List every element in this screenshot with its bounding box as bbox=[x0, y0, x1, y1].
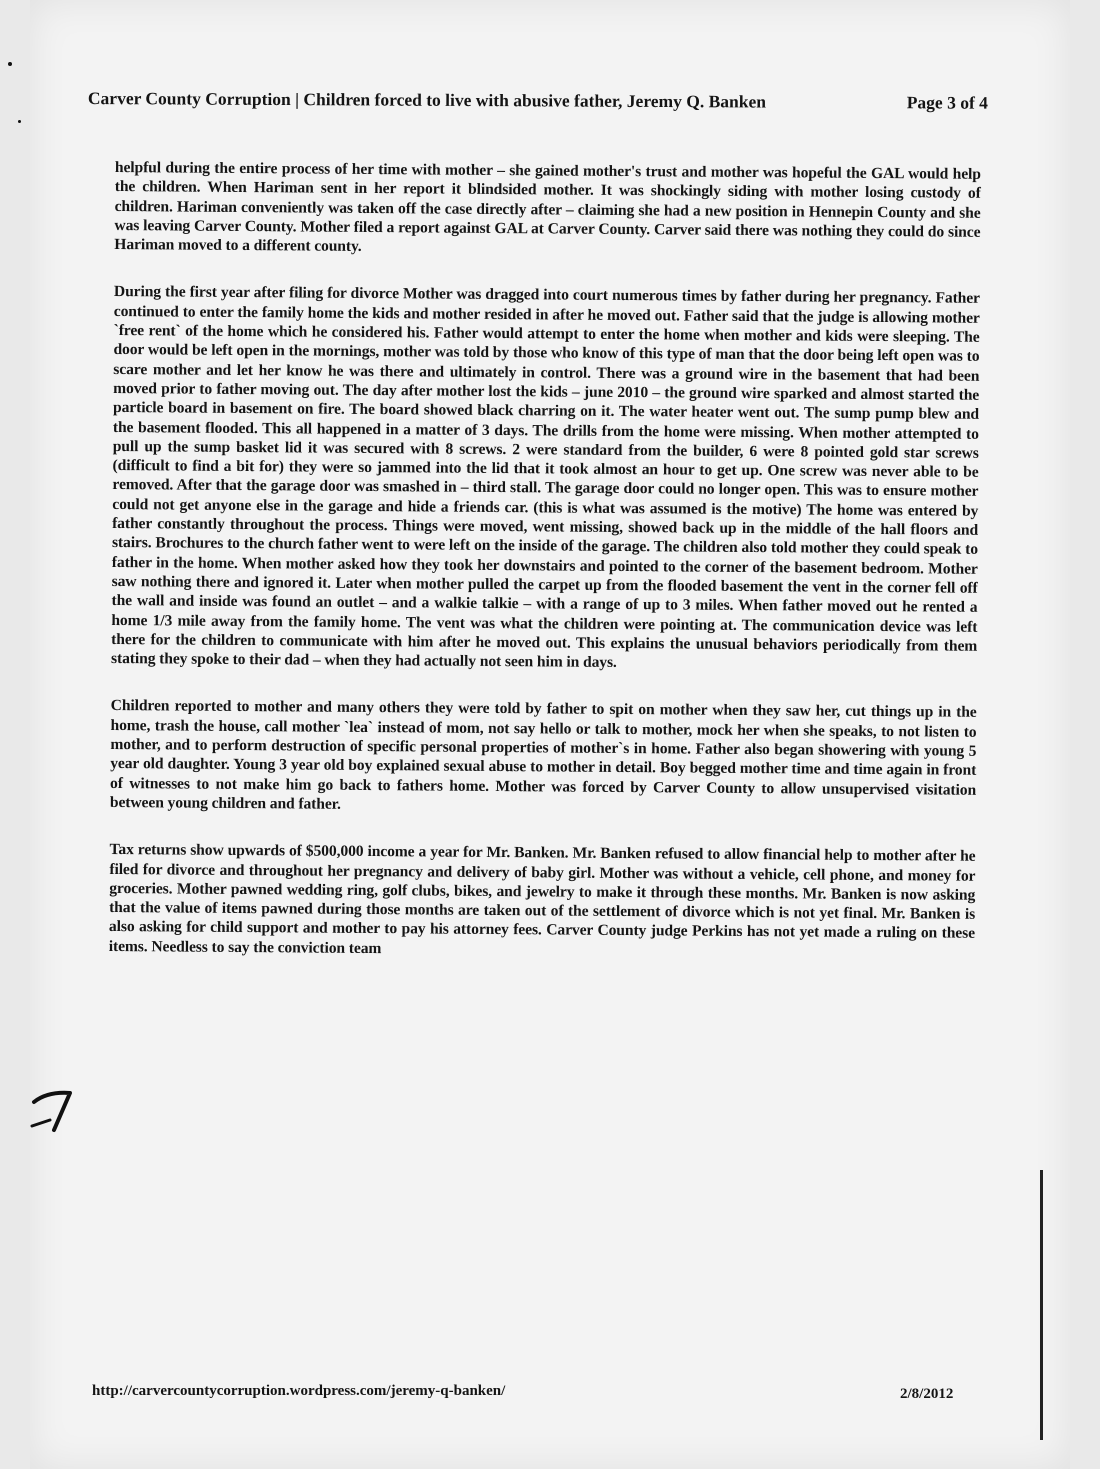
page-number: Page 3 of 4 bbox=[906, 92, 988, 113]
scan-speck bbox=[18, 120, 21, 123]
paragraph-3: Children reported to mother and many others they were told by father to spit on mother when they saw her, cut things up in the home, trash the house, call mother `lea` instead of mom, not say hello or talk to mother, mock her when she speaks, to not listen to mother, and to perform destruction of specific personal properties of mother`s in home. Father also began showering with young 5 year old daughter. Young 3 year old boy explained sexual abuse to mother in detail. Boy begged mother time and time again in front of witnesses to not make him go back to fathers home. Mother was forced by Carver County to allow unsupervised visitation between young children and father. bbox=[109, 697, 977, 813]
paragraph-4: Tax returns show upwards of $500,000 income a year for Mr. Banken. Mr. Banken refused to allow financial help to mother after he filed for divorce and throughout her pregnancy and delivery of baby girl. Mother was without a vehicle, cell phone, and money for groceries. Mother pawned wedding ring, golf clubs, bikes, and jewelry to make it through these months. Mr. Banken is now asking that the value of items pawned during those months are taken out of the settlement of divorce which is not yet final. Mr. Banken is also asking for child support and mother to pay his attorney fees. Carver County judge Perkins has not yet made a ruling on these items. Needless to say the conviction team bbox=[108, 841, 976, 957]
footer-date: 2/8/2012 bbox=[900, 1386, 954, 1402]
paragraph-1: helpful during the entire process of her time with mother – she gained mother's trust and mother was hopeful the GAL would help the children. When Hariman sent in her report it blindsided mother. It was shockingly siding with mother losing custody of children. Hariman conveniently was taken off the case directly after – claiming she had a new position in Hennepin County and she was leaving Carver County. Mother filed a report against GAL at Carver County. Carver said there was nothing they could do since Hariman moved to a different county. bbox=[114, 158, 981, 256]
scan-speck bbox=[8, 62, 12, 66]
paragraph-2: During the first year after filing for divorce Mother was dragged into court numerous times by father during her pregnancy. Father continued to enter the family home the kids and mother resided in after he moved out. Father said that the judge is allowing mother `free rent` of the home which he considered his. Father would attempt to enter the home when mother and kids were sleeping. The door would be left open in the mornings, mother was told by those who know of this type of man that the door being left open was to scare mother and let her know he was there and ultimately in control. There was a ground wire in the basement that had been moved prior to father moving out. The day after mother lost the kids – june 2010 – the ground wire sparked and almost started the particle board in basement on fire. The board showed black charring on it. The water heater went out. The sump pump blew and the basement flooded. This all happened in a matter of 3 days. The drills from the home were missing. When mother attempted to pull up the sump basket lid it was secured with 8 screws. 2 were standard from the builder, 6 were 8 pointed gold star screws (difficult to find a bit for) they were so jammed into the lid that it took almost an hour to get up. One screw was never able to be removed. After that the garage door was smashed in – third stall. The garage door could no longer open. This was to ensure mother could not get anyone else in the garage and hide a friends car. (this is what was assumed is the motive) The home was entered by father constantly throughout the process. Things were moved, went missing, showed back up in the middle of the hall floors and stairs. Brochures to the church father went to were left on the inside of the garage. The children also told mother they could speak to father in the home. When mother asked how they took her downstairs and pointed to the corner of the basement bedroom. Mother saw nothing there and ignored it. Later when mother pulled the carpet up from the flooded basement the vent in the corner fell off the wall and inside was found an outlet – and a walkie talkie – with a range of up to 3 miles. When father moved out he rented a home 1/3 mile away from the family home. The vent was what the children were pointing at. The communication device was left there for the children to communicate with him after he moved out. This explains the unusual behaviors periodically from them stating they spoke to their dad – when they had actually not seen him in days. bbox=[111, 283, 980, 672]
footer-url: http://carvercountycorruption.wordpress.com/jeremy-q-banken/ bbox=[92, 1383, 506, 1399]
handwritten-arrow-mark bbox=[28, 1080, 88, 1140]
header-title: Carver County Corruption | Children forced to live with abusive father, Jeremy Q. Banken bbox=[87, 88, 767, 112]
document-body bbox=[109, 158, 981, 991]
page-edge-line bbox=[1040, 1170, 1043, 1440]
